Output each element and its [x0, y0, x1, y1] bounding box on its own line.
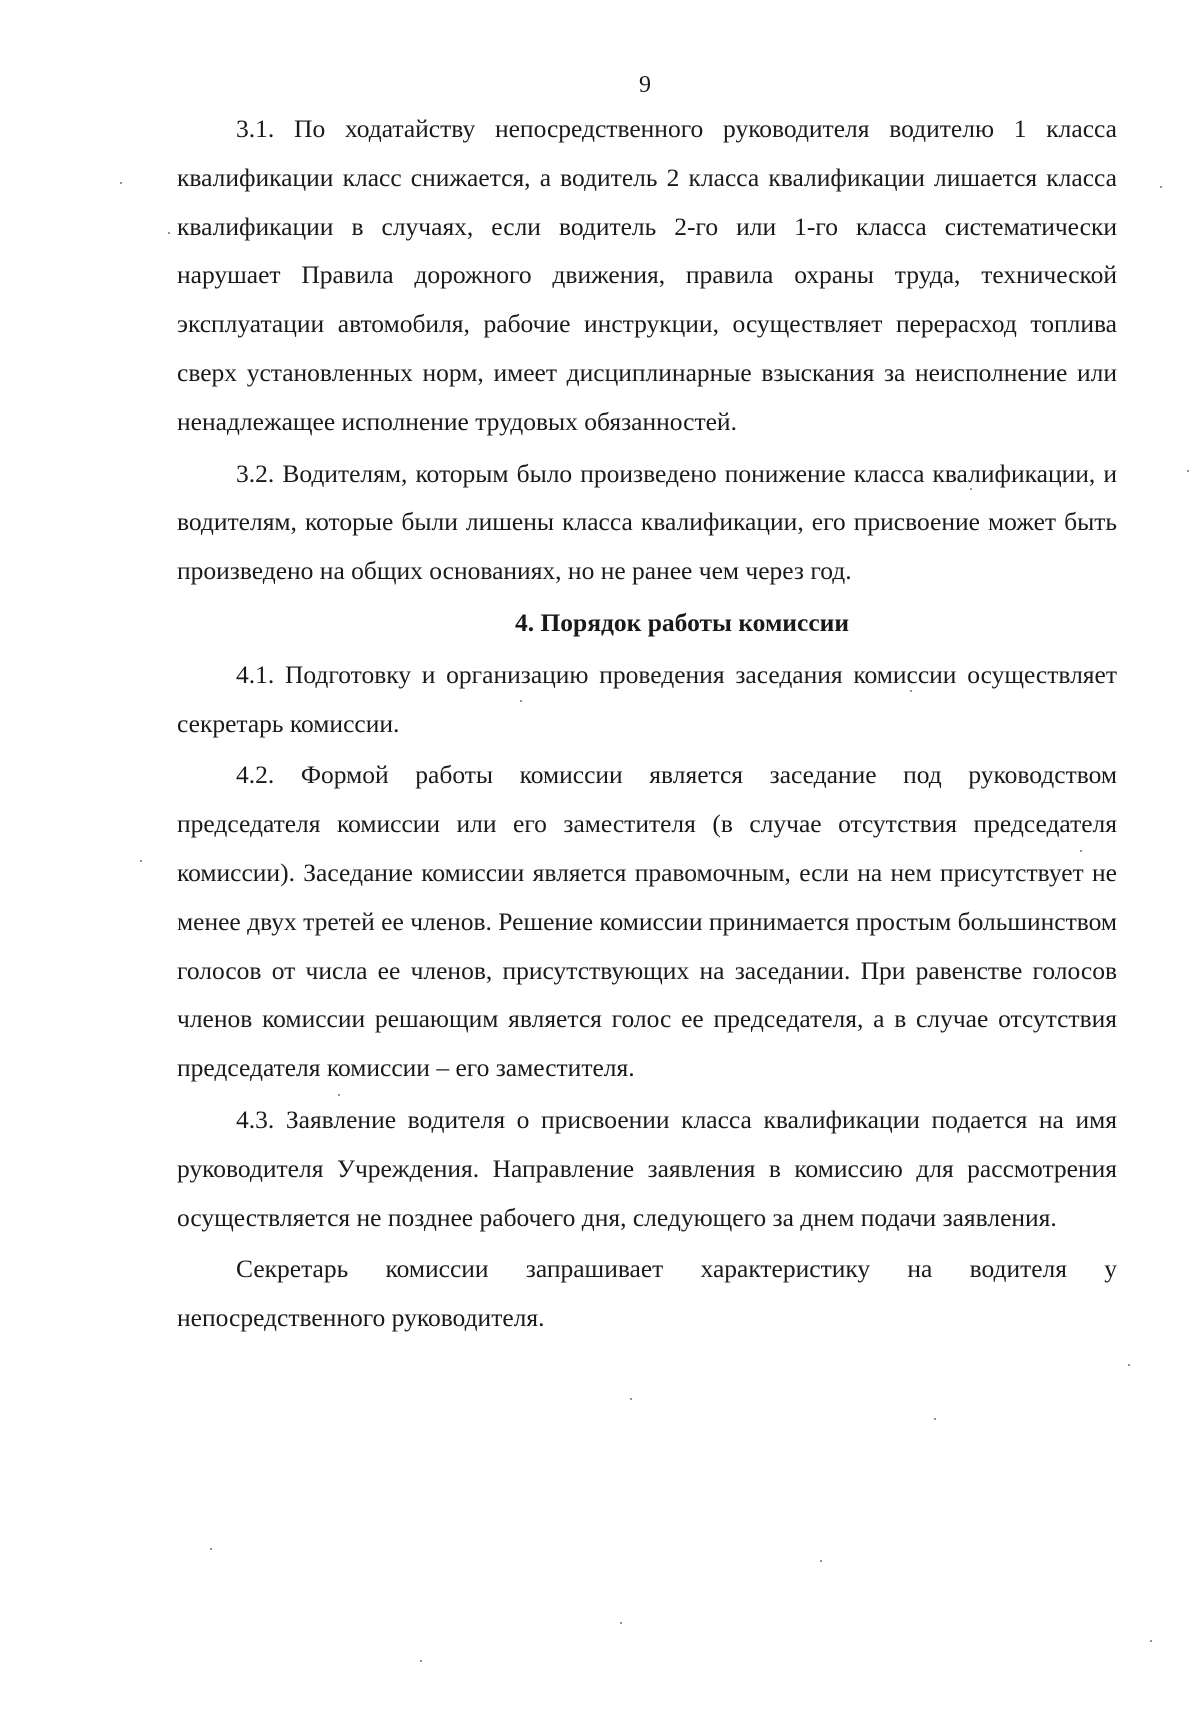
- scan-speck: [630, 1398, 632, 1400]
- section-heading: 4. Порядок работы комиссии: [514, 607, 850, 637]
- paragraph-4-1: 4.1. Подготовку и организацию проведения заседания комиссии осуществляет секретарь комиссии.: [177, 659, 1117, 738]
- scan-speck: [520, 700, 522, 702]
- paragraph-3-1: 3.1. По ходатайству непосредственного руководителя водителю 1 класса квалификации класс снижается, а водитель 2 класса квалификации лишается класса квалификации в случаях, если водитель 2-го или 1-го класса систематически нарушает Правила дорожного движения, правила охраны труда, технической эксплуатации автомобиля, рабочие инструкции, осуществляет перерасход топлива сверх установленных норм, имеет дисциплинарные взыскания за неисполнение или ненадлежащее исполнение трудовых обязанностей.: [177, 114, 1117, 436]
- scan-speck: [1187, 470, 1189, 472]
- scan-speck: [210, 1548, 212, 1550]
- paragraph-4-2: 4.2. Формой работы комиссии является заседание под руководством председателя комиссии или его заместителя (в случае отсутствия председателя комиссии). Заседание комиссии является правомочным, если на нем присутствует не менее двух третей ее членов. Решение комиссии принимается простым большинством голосов от числа ее членов, присутствующих на заседании. При равенстве голосов членов комиссии решающим является голос ее председателя, а в случае отсутствия председателя комиссии – его заместителя.: [177, 760, 1117, 1083]
- scan-speck: [934, 1418, 936, 1420]
- scan-speck: [910, 690, 912, 692]
- scan-speck: [620, 1622, 622, 1624]
- scan-speck: [970, 488, 972, 490]
- scan-speck: [1150, 1640, 1152, 1642]
- scan-speck: [1080, 850, 1082, 852]
- scan-speck: [1160, 186, 1162, 188]
- paragraph-3-2: 3.2. Водителям, которым было произведено понижение класса квалификации, и водителям, которые были лишены класса квалификации, его присвоение может быть произведено на общих основаниях, но не ранее чем через год.: [177, 458, 1117, 586]
- page-number: 9: [639, 72, 651, 98]
- scan-speck: [168, 232, 170, 234]
- scan-speck: [140, 860, 142, 862]
- scan-speck: [420, 1660, 422, 1662]
- paragraph-4-3: 4.3. Заявление водителя о присвоении класса квалификации подается на имя руководителя Учреждения. Направление заявления в комиссию для рассмотрения осуществляется не позднее рабочего дня, следующего за днем подачи заявления.: [177, 1104, 1117, 1232]
- scan-speck: [120, 182, 122, 184]
- scan-speck: [820, 1560, 822, 1562]
- document-body: [177, 105, 1117, 1343]
- scan-speck: [1128, 1364, 1130, 1366]
- scan-speck: [338, 1094, 340, 1096]
- paragraph-secretary: Секретарь комиссии запрашивает характеристику на водителя у непосредственного руководителя.: [177, 1254, 1117, 1333]
